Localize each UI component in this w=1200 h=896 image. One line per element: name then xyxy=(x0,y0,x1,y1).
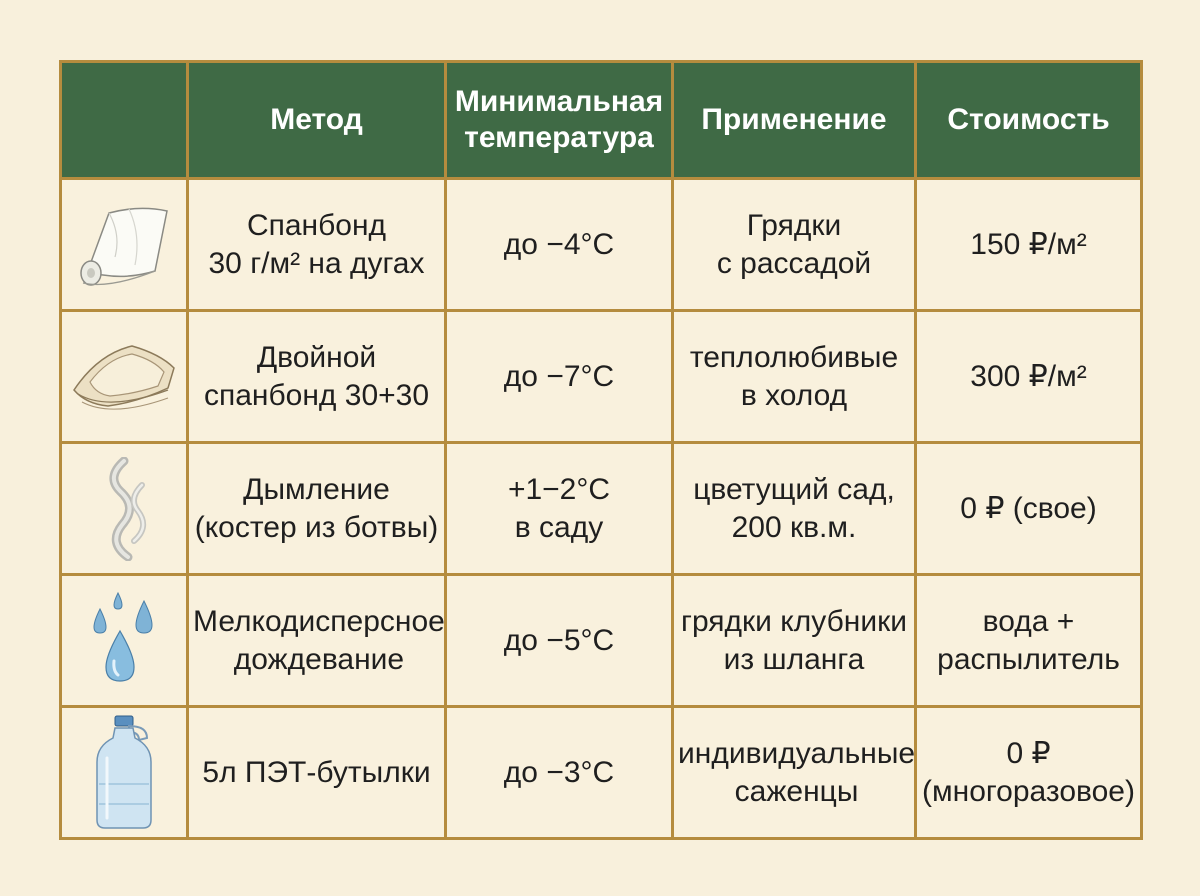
method-cell: 5л ПЭТ-бутылки xyxy=(188,707,446,839)
application-cell: грядки клубники из шланга xyxy=(673,575,916,707)
cost-cell: 0 ₽ (многоразовое) xyxy=(916,707,1142,839)
row-icon-cell xyxy=(61,707,188,839)
min-temp-cell: до −5°C xyxy=(446,575,673,707)
header-min-temperature: Минимальная температура xyxy=(446,62,673,179)
header-method: Метод xyxy=(188,62,446,179)
header-application: Применение xyxy=(673,62,916,179)
row-icon-cell xyxy=(61,311,188,443)
header-cost: Стоимость xyxy=(916,62,1142,179)
min-temp-cell: до −3°C xyxy=(446,707,673,839)
comparison-table-wrapper xyxy=(59,60,1143,840)
plastic-bottle-icon xyxy=(89,714,159,832)
table-row xyxy=(61,575,1142,707)
table-row xyxy=(61,443,1142,575)
method-cell: Спанбонд 30 г/м² на дугах xyxy=(188,179,446,311)
water-drops-icon xyxy=(84,591,164,691)
folded-fabric-icon xyxy=(68,332,180,422)
application-cell: цветущий сад, 200 кв.м. xyxy=(673,443,916,575)
method-cell: Двойной спанбонд 30+30 xyxy=(188,311,446,443)
table-row xyxy=(61,707,1142,839)
row-icon-cell xyxy=(61,179,188,311)
min-temp-cell: до −7°C xyxy=(446,311,673,443)
row-icon-cell xyxy=(61,575,188,707)
table-row xyxy=(61,179,1142,311)
header-row xyxy=(61,62,1142,179)
cost-cell: 0 ₽ (свое) xyxy=(916,443,1142,575)
frost-protection-table xyxy=(59,60,1143,840)
smoke-icon xyxy=(84,457,164,561)
application-cell: теплолюбивые в холод xyxy=(673,311,916,443)
row-icon-cell xyxy=(61,443,188,575)
method-cell: Мелкодисперсное дождевание xyxy=(188,575,446,707)
method-cell: Дымление (костер из ботвы) xyxy=(188,443,446,575)
cost-cell: 300 ₽/м² xyxy=(916,311,1142,443)
application-cell: индивидуальные саженцы xyxy=(673,707,916,839)
cost-cell: 150 ₽/м² xyxy=(916,179,1142,311)
table-row xyxy=(61,311,1142,443)
application-cell: Грядки с рассадой xyxy=(673,179,916,311)
min-temp-cell: +1−2°C в саду xyxy=(446,443,673,575)
min-temp-cell: до −4°C xyxy=(446,179,673,311)
fabric-roll-icon xyxy=(69,195,179,295)
header-icon-column xyxy=(61,62,188,179)
cost-cell: вода + распылитель xyxy=(916,575,1142,707)
